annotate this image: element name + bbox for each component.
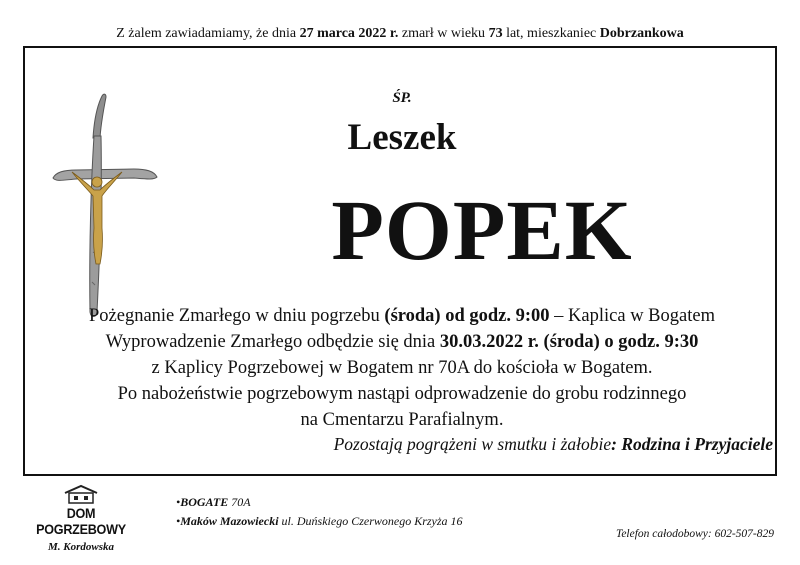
procession-datetime: 30.03.2022 r. (środa) o godz. 9:30 [439,332,699,352]
sp-title: ŚP. [392,90,412,106]
address-1: •BOGATE 70A [176,495,251,509]
header-line [0,26,800,42]
info-line-4: Po nabożeństwie pogrzebowym nastąpi odprowadzenie do grobu rodzinnego [117,384,687,404]
info-line-3: z Kaplicy Pogrzebowej w Bogatem nr 70A do kościoła w Bogatem. [151,358,653,378]
mourners-line: Pozostają pogrążeni w smutku i żałobie: Rodzina i Przyjaciele [333,434,773,454]
logo-title: DOM POGRZEBOWY [36,505,126,537]
phone-number: Telefon całodobowy: 602-507-829 [615,528,774,540]
header-text-4: lat, mieszkaniec [502,26,600,41]
death-date: 27 marca 2022 [299,26,387,41]
mourners-names: : Rodzina i Przyjaciele [611,434,773,454]
info-line-1: Pożegnanie Zmarłego w dniu pogrzebu (środa) od godz. 9:00 – Kaplica w Bogatem [89,306,715,326]
header-text-2: r. [386,26,399,41]
address-2: •Maków Mazowiecki ul. Duńskiego Czerwonego Krzyża 16 [176,514,463,528]
header-text-3: zmarł w wieku [398,26,489,41]
info-line-5: na Cmentarzu Parafialnym. [300,410,504,430]
notice-frame [23,46,777,476]
funeral-info [25,303,779,433]
first-name: Leszek [347,117,457,158]
addresses [176,493,463,531]
farewell-time: (środa) od godz. 9:00 [384,306,550,326]
surname: POPEK [331,182,633,278]
funeral-home-logo [22,484,140,553]
age: 73 [488,26,503,41]
house-icon [61,484,101,504]
info-line-2: Wyprowadzenie Zmarłego odbędzie się dnia 30.03.2022 r. (środa) o godz. 9:30 [105,332,699,352]
header-text-1: Z żalem zawiadamiamy, że dnia [116,26,300,41]
logo-owner: M. Kordowska [47,541,115,553]
residence: Dobrzankowa [599,26,684,41]
